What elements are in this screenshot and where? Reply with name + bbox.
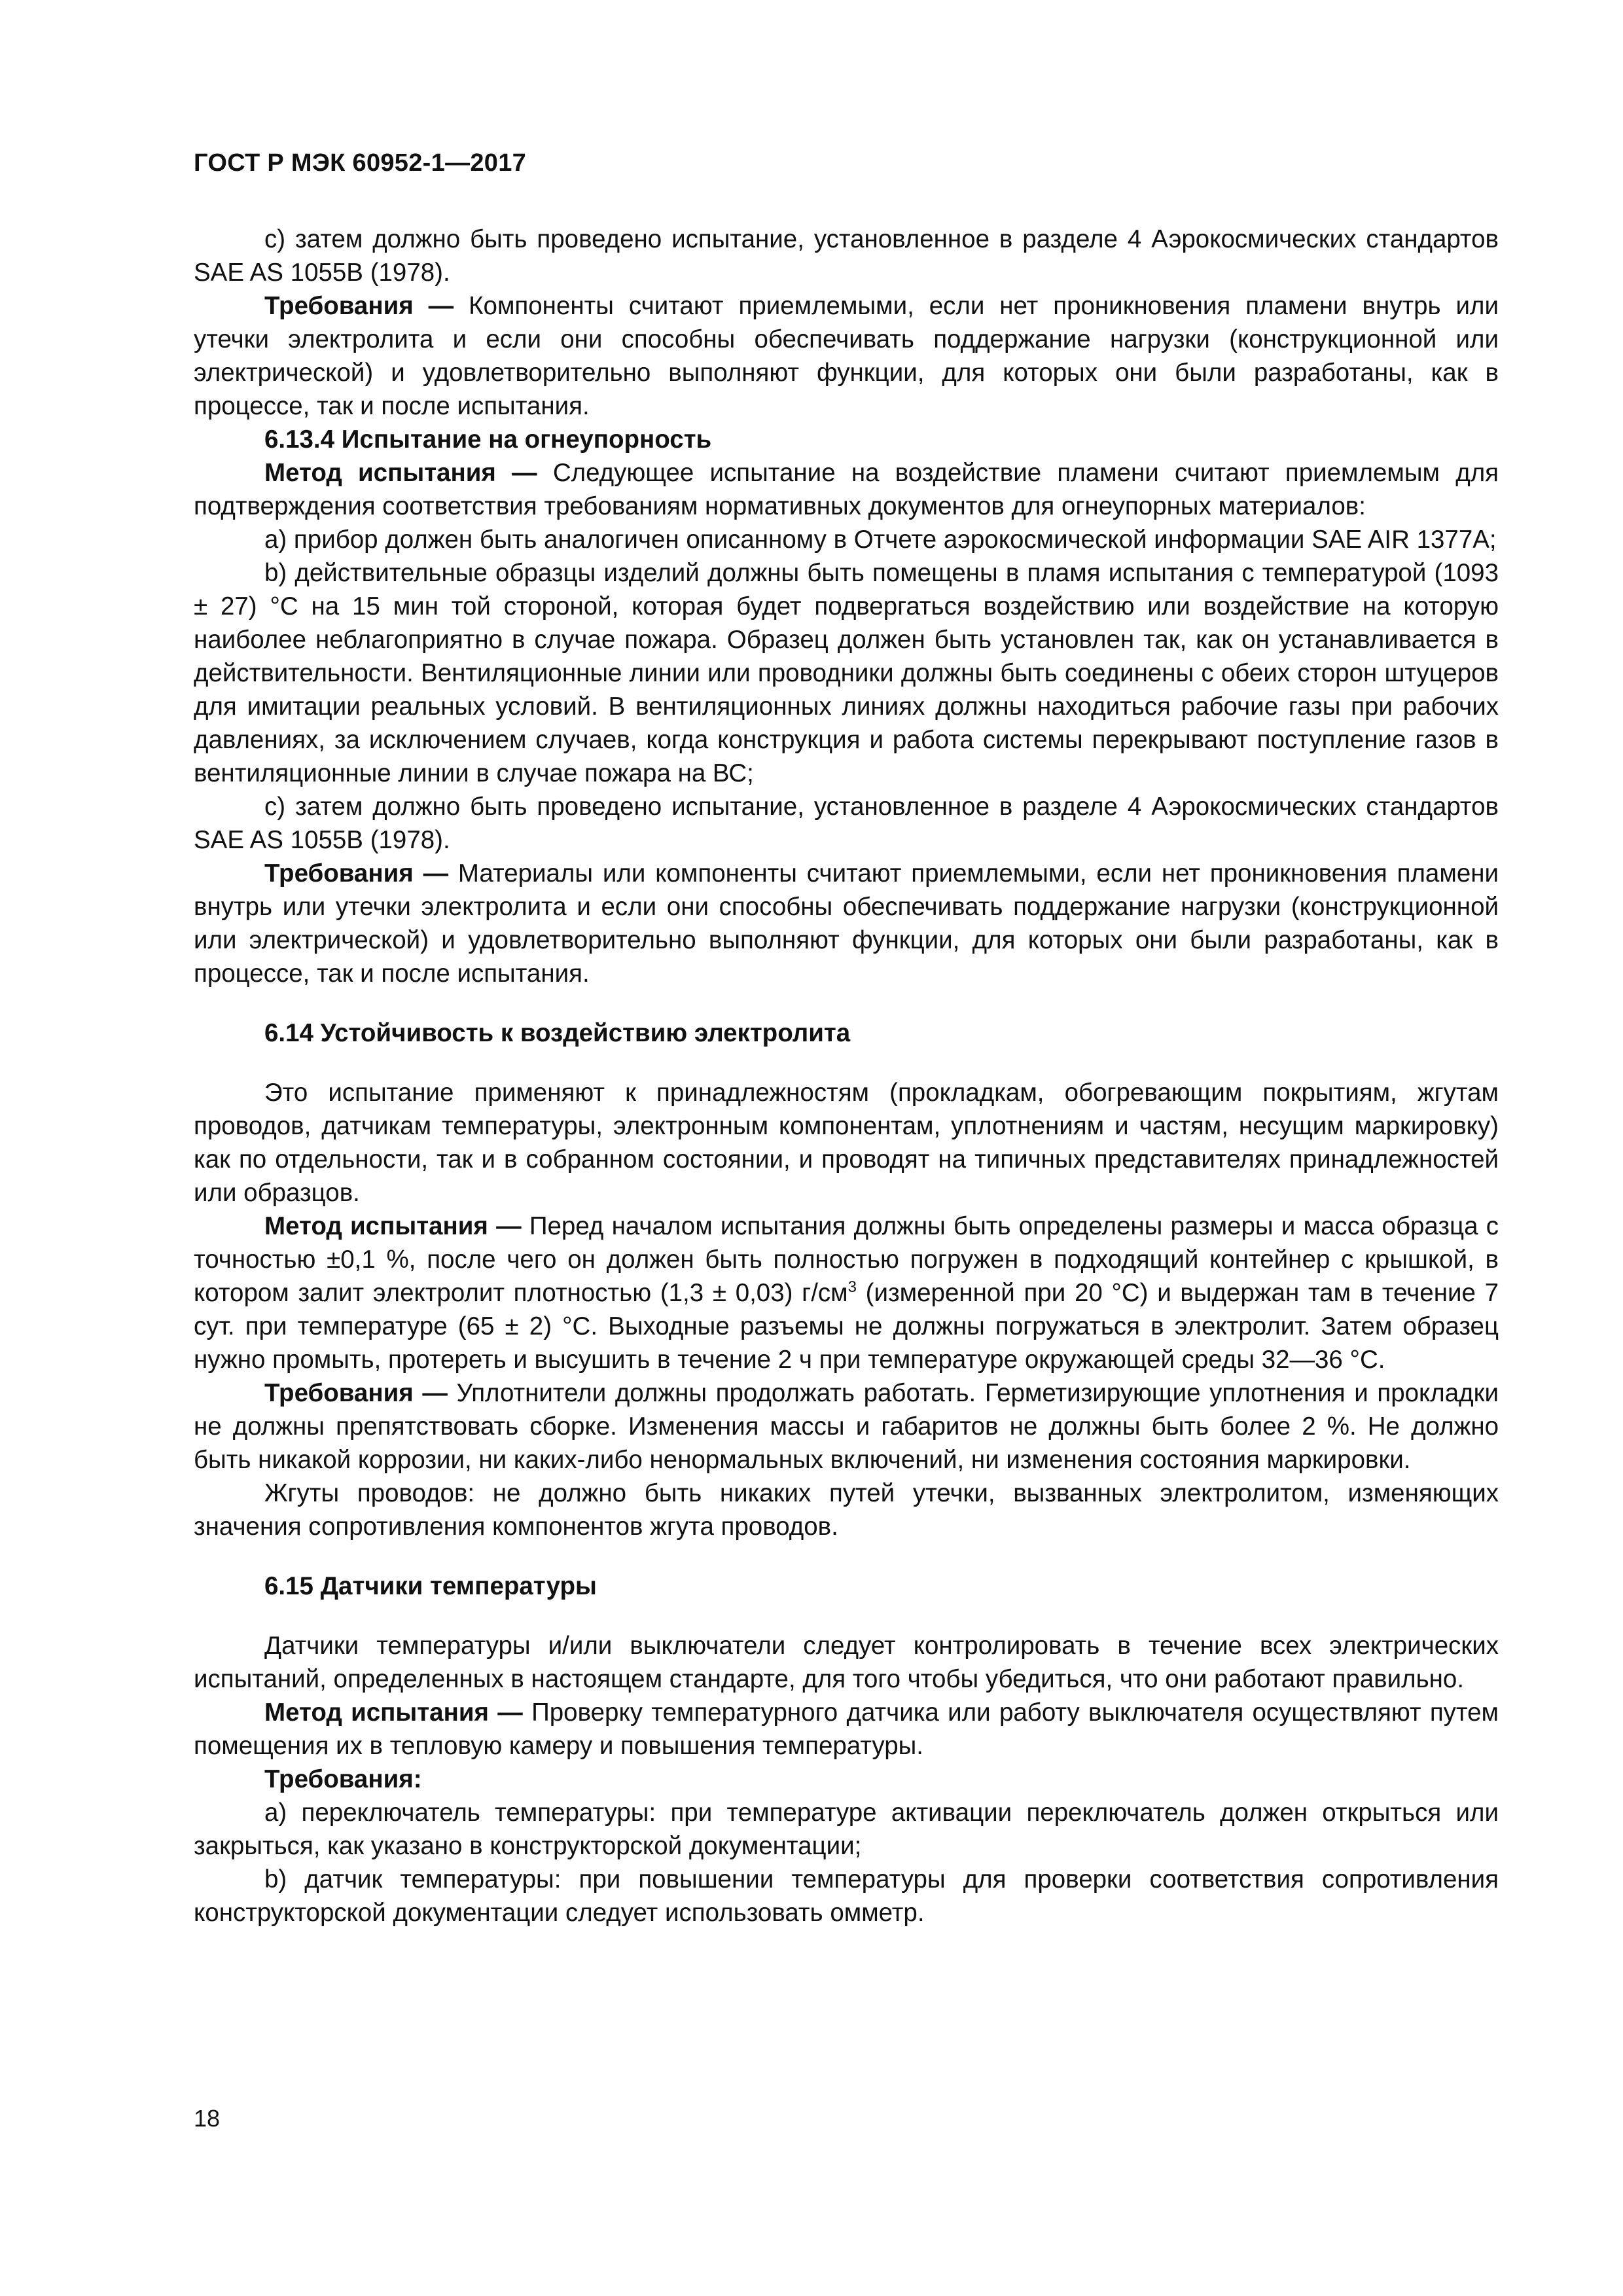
paragraph-harness: Жгуты проводов: не должно быть никаких путей утечки, вызванных электролитом, изменяющих значения сопротивления компонентов жгута проводов. — [194, 1479, 1499, 1541]
paragraph-scope: Это испытание применяют к принадлежностям (прокладкам, обогревающим покрытиям, жгутам проводов, датчикам температуры, электронным компонентам, уплотнениям и частям, несущим маркировку) как по отдельности, так и в собранном состоянии, и проводят на типичных представителях принадлежностей или образцов. — [194, 1079, 1499, 1207]
paragraph-item-b-2: b) датчик температуры: при повышении температуры для проверки соответствия сопротивления конструкторской документации следует использовать омметр. — [194, 1865, 1499, 1927]
requirements-text: Уплотнители должны продолжать работать. Герметизирующие уплотнения и прокладки не должны препятствовать сборке. Изменения массы и габаритов не должны быть более 2 %. Не должно быть никакой коррозии, ни каких-либо ненормальных включений, ни изменения состояния маркировки. — [194, 1379, 1499, 1474]
section-heading-6-14: 6.14 Устойчивость к воздействию электролита — [264, 1019, 851, 1047]
requirements-label: Требования — — [264, 292, 454, 320]
test-method-paragraph — [194, 456, 1499, 523]
requirements-text: Материалы или компоненты считают приемлемыми, если нет проникновения пламени внутрь или утечки электролита и если они способны обеспечивать поддержание нагрузки (конструкционной или электрической) и удовлетворительно выполняют функции, для которых они были разработаны, как в процессе, так и после испытания. — [194, 859, 1499, 988]
requirements-text: Компоненты считают приемлемыми, если нет проникновения пламени внутрь или утечки электролита и если они способны обеспечивать поддержание нагрузки (конструкционной или электрической) и удовлетворительно выполняют функции, для которых они были разработаны, как в процессе, так и после испытания. — [194, 292, 1499, 420]
test-method-label: Метод испытания — — [264, 1698, 523, 1727]
paragraph-item-c: с) затем должно быть проведено испытание, установленное в разделе 4 Аэрокосмических стандартов SAE AS 1055B (1978). — [194, 225, 1499, 287]
test-method-text: Проверку температурного датчика или работу выключателя осуществляют путем помещения их в тепловую камеру и повышения температуры. — [194, 1698, 1499, 1760]
test-method-text: Следующее испытание на воздействие пламени считают приемлемым для подтверждения соответствия требованиям нормативных документов для огнеупорных материалов: — [194, 459, 1499, 520]
requirements-paragraph-2 — [194, 857, 1499, 990]
requirements-label: Требования — — [264, 1379, 448, 1407]
paragraph-sensors: Датчики температуры и/или выключатели следует контролировать в течение всех электрических испытаний, определенных в настоящем стандарте, для того чтобы убедиться, что они работают правильно. — [194, 1632, 1499, 1693]
paragraph-item-b: b) действительные образцы изделий должны быть помещены в пламя испытания с температурой (1093 ± 27) °С на 15 мин той стороной, которая будет подвергаться воздействию или воздействие на которую наиболее неблагоприятно в случае пожара. Образец должен быть установлен так, как он устанавливается в действительности. Вентиляционные линии или проводники должны быть соединены с обеих сторон штуцеров для имитации реальных условий. В вентиляционных линиях должны находиться рабочие газы при рабочих давлениях, за исключением случаев, когда конструкция и работа системы перекрывают поступление газов в вентиляционные линии в случае пожара на ВС; — [194, 559, 1499, 787]
test-method-text-b: (измеренной при 20 °С) и выдержан там в течение 7 сут. при температуре (65 ± 2) °С. Выходные разъемы не должны погружаться в электролит. Затем образец нужно промыть, протереть и высушить в течение 2 ч при температуре окружающей среды 32—36 °С. — [194, 1279, 1499, 1374]
section-heading-6-13-4: 6.13.4 Испытание на огнеупорность — [264, 425, 712, 454]
requirements-label: Требования — — [264, 859, 449, 888]
test-method-label: Метод испытания — — [264, 1212, 522, 1240]
requirements-paragraph — [194, 289, 1499, 423]
section-heading-6-15: 6.15 Датчики температуры — [264, 1572, 597, 1600]
test-method-paragraph-3 — [194, 1696, 1499, 1763]
paragraph-item-a-2: а) переключатель температуры: при температуре активации переключатель должен открыться или закрыться, как указано в конструкторской документации; — [194, 1799, 1499, 1860]
paragraph-item-c-2: с) затем должно быть проведено испытание, установленное в разделе 4 Аэрокосмических стандартов SAE AS 1055B (1978). — [194, 793, 1499, 854]
standard-code-header: ГОСТ Р МЭК 60952-1—2017 — [194, 149, 527, 177]
superscript-3: 3 — [847, 1278, 857, 1297]
requirements-heading — [194, 1763, 1499, 1796]
requirements-label: Требования: — [264, 1765, 422, 1793]
test-method-text-a: Перед началом испытания должны быть определены размеры и масса образца с точностью ±0,1 %, после чего он должен быть полностью погружен в подходящий контейнер с крышкой, в котором залит электролит плотностью (1,3 ± 0,03) г/см — [194, 1212, 1499, 1307]
page-number: 18 — [194, 2105, 221, 2132]
requirements-paragraph-3 — [194, 1376, 1499, 1477]
test-method-label: Метод испытания — — [264, 459, 537, 487]
document-body — [194, 223, 1499, 1929]
paragraph-item-a: а) прибор должен быть аналогичен описанному в Отчете аэрокосмической информации SAE AIR 1377A; — [264, 526, 1497, 554]
test-method-paragraph-2 — [194, 1210, 1499, 1376]
